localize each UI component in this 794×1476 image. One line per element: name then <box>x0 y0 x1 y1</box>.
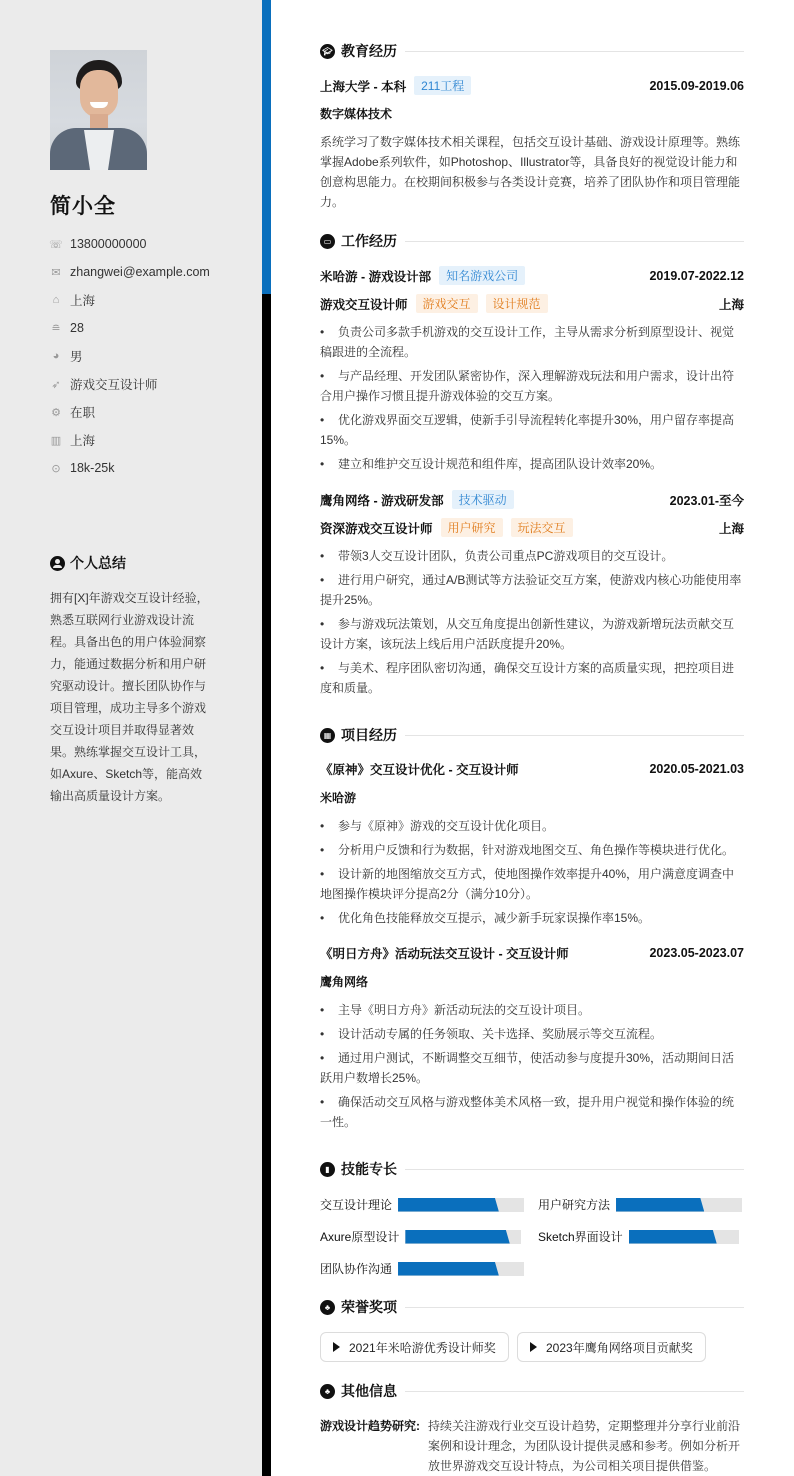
bullet-item: • 与美术、程序团队密切沟通，确保交互设计方案的高质量实现，把控项目进度和质量。 <box>320 658 744 698</box>
user-icon <box>50 556 65 571</box>
skill-name: 用户研究方法 <box>538 1198 611 1212</box>
phone-icon: ☏ <box>49 238 63 251</box>
education-date: 2015.09-2019.06 <box>649 78 744 93</box>
award-icon: ♣ <box>320 1300 335 1315</box>
education-row <box>320 76 744 95</box>
job-role: 游戏交互设计师 <box>320 297 408 312</box>
info-value: 游戏交互设计师 <box>70 378 158 392</box>
job-location: 上海 <box>718 521 744 536</box>
section-awards-heading <box>320 1297 744 1317</box>
section-title: 教育经历 <box>341 43 397 59</box>
accent-bar <box>262 0 271 294</box>
info-phone <box>50 230 210 258</box>
bullet-item: • 进行用户研究，通过A/B测试等方法验证交互方案，使游戏内核心功能使用率提升25%。 <box>320 570 744 610</box>
award-label: 2021年米哈游优秀设计师奖 <box>349 1340 496 1355</box>
info-icon: ♣ <box>320 1384 335 1399</box>
bullet-item: • 确保活动交互风格与游戏整体美术风格一致，提升用户视觉和操作体验的统一性。 <box>320 1092 744 1132</box>
bullet-item: • 与产品经理、开发团队紧密协作，深入理解游戏玩法和用户需求，设计出符合用户操作习惯且提升游戏体验的交互方案。 <box>320 366 744 406</box>
other-info-row <box>320 1416 744 1476</box>
skill-bar <box>398 1262 524 1276</box>
major: 数字媒体技术 <box>320 107 393 121</box>
school-tag: 211工程 <box>414 76 471 95</box>
bullet-item: • 参与游戏玩法策划，从交互角度提出创新性建议，为游戏新增玩法贡献交互设计方案，该玩法上线后用户活跃度提升20%。 <box>320 614 744 654</box>
role-tag: 设计规范 <box>486 294 548 313</box>
school-name: 上海大学 - 本科 <box>320 79 407 94</box>
info-target-role <box>50 370 210 398</box>
section-projects-heading <box>320 725 744 745</box>
section-title: 技能专长 <box>341 1161 397 1177</box>
skill-item <box>538 1228 739 1245</box>
info-value: 上海 <box>70 294 96 308</box>
cake-icon: ≘ <box>51 322 61 335</box>
job-role: 资深游戏交互设计师 <box>320 521 433 536</box>
project-date: 2023.05-2023.07 <box>649 946 744 960</box>
bullet-item: • 优化角色技能释放交互提示，减少新手玩家误操作率15%。 <box>320 908 744 928</box>
info-value: 13800000000 <box>70 237 147 251</box>
section-education-heading <box>320 41 744 61</box>
skill-bar-fill <box>629 1230 717 1244</box>
bullet-item: • 参与《原神》游戏的交互设计优化项目。 <box>320 816 744 836</box>
summary-title-text: 个人总结 <box>70 555 126 571</box>
section-skills-heading <box>320 1159 744 1179</box>
info-value: 男 <box>70 350 83 364</box>
section-divider <box>405 241 744 242</box>
job-header-row <box>320 490 744 509</box>
bullet-item: • 设计新的地图缩放交互方式，使地图操作效率提升40%，用户满意度调查中地图操作模块评分提高2分（满分10分）。 <box>320 864 744 904</box>
project-name: 《明日方舟》活动玩法交互设计 - 交互设计师 <box>320 947 569 961</box>
section-divider <box>405 51 744 52</box>
role-tag: 玩法交互 <box>511 518 573 537</box>
skill-name: 交互设计理论 <box>320 1198 393 1212</box>
section-divider <box>405 1169 744 1170</box>
skill-bar <box>405 1230 521 1244</box>
section-work-heading <box>320 231 744 251</box>
skill-item <box>538 1196 742 1213</box>
skill-bar <box>629 1230 739 1244</box>
role-tag: 游戏交互 <box>416 294 478 313</box>
company-name: 鹰角网络 - 游戏研发部 <box>320 493 444 508</box>
bullet-item: • 负责公司多款手机游戏的交互设计工作，主导从需求分析到原型设计、视觉稿跟进的全流程。 <box>320 322 744 362</box>
bullet-item: • 设计活动专属的任务领取、关卡选择、奖励展示等交互流程。 <box>320 1024 744 1044</box>
gender-icon: ◕ <box>52 350 60 362</box>
skill-name: Sketch界面设计 <box>538 1230 623 1244</box>
mail-icon: ✉ <box>51 266 61 279</box>
play-triangle-icon <box>333 1342 340 1352</box>
bullet-item: • 主导《明日方舟》新活动玩法的交互设计项目。 <box>320 1000 744 1020</box>
bullet-item: • 分析用户反馈和行为数据，针对游戏地图交互、角色操作等模块进行优化。 <box>320 840 744 860</box>
section-other-heading <box>320 1381 744 1401</box>
home-icon: ⌂ <box>52 294 60 306</box>
info-target-city <box>50 426 210 454</box>
award-item <box>320 1332 509 1362</box>
project-bullets <box>320 816 744 932</box>
job-header-row <box>320 266 744 285</box>
skill-item <box>320 1228 521 1245</box>
info-value: 在职 <box>70 406 96 420</box>
job-bullets <box>320 546 744 702</box>
education-description: 系统学习了数字媒体技术相关课程，包括交互设计基础、游戏设计原理等。熟练掌握Adobe系列软件，如Photoshop、Illustrator等，具备良好的视觉设计能力和创意构思能力。在校期间积极参与各类设计竞赛，培养了团队协作和项目管理能力。 <box>320 135 741 209</box>
project-header-row <box>320 944 744 962</box>
project-company: 米哈游 <box>320 791 357 805</box>
info-value: 28 <box>70 321 84 335</box>
job-role-row <box>320 518 744 537</box>
skill-name: Axure原型设计 <box>320 1230 400 1244</box>
project-date: 2020.05-2021.03 <box>649 762 744 776</box>
project-name: 《原神》交互设计优化 - 交互设计师 <box>320 763 519 777</box>
bullet-item: • 通过用户测试，不断调整交互细节，使活动参与度提升30%，活动期间日活跃用户数增长25%。 <box>320 1048 744 1088</box>
skill-bar <box>616 1198 742 1212</box>
award-item <box>517 1332 706 1362</box>
info-value: 18k-25k <box>70 461 115 475</box>
section-title: 荣誉奖项 <box>341 1299 397 1315</box>
skill-item <box>320 1196 524 1213</box>
section-title: 项目经历 <box>341 727 397 743</box>
other-info-value: 持续关注游戏行业交互设计趋势，定期整理并分享行业前沿案例和设计理念，为团队设计提供灵感和参考。例如分析开放世界游戏交互设计特点，为公司相关项目提供借鉴。 <box>428 1419 741 1473</box>
other-info-label: 游戏设计趋势研究: <box>320 1419 420 1433</box>
project-company: 鹰角网络 <box>320 975 369 989</box>
company-tag: 技术驱动 <box>452 490 514 509</box>
salary-icon: ⊙ <box>51 462 61 475</box>
summary-text: 拥有[X]年游戏交互设计经验，熟悉互联网行业游戏设计流程。具备出色的用户体验洞察力，能通过数据分析和用户研究驱动设计。擅长团队协作与项目管理，成功主导多个游戏交互设计项目并取得显著效果。熟练掌握交互设计工具，如Axure、Sketch等，能高效输出高质量设计方案。 <box>50 591 209 803</box>
send-icon: ➶ <box>51 378 61 391</box>
section-title: 其他信息 <box>341 1383 397 1399</box>
job-date: 2019.07-2022.12 <box>649 268 744 283</box>
skill-bar-fill <box>398 1262 499 1276</box>
section-title: 工作经历 <box>341 233 397 249</box>
info-gender <box>50 342 210 370</box>
graduation-cap-icon: 🎓︎ <box>320 44 335 59</box>
section-divider <box>405 1391 744 1392</box>
skill-bar-fill <box>405 1230 509 1244</box>
play-triangle-icon <box>530 1342 537 1352</box>
bullet-item: • 优化游戏界面交互逻辑，使新手引导流程转化率提升30%，用户留存率提高15%。 <box>320 410 744 450</box>
job-location: 上海 <box>718 297 744 312</box>
project-header-row <box>320 760 744 778</box>
info-location <box>50 286 210 314</box>
project-bullets <box>320 1000 744 1136</box>
section-divider <box>405 1307 744 1308</box>
info-value: zhangwei@example.com <box>70 265 210 279</box>
grid-icon: ▦ <box>320 728 335 743</box>
info-value: 上海 <box>70 434 96 448</box>
briefcase-icon: ▭ <box>320 234 335 249</box>
bullet-item: • 建立和维护交互设计规范和组件库，提高团队设计效率20%。 <box>320 454 744 474</box>
info-salary <box>50 454 210 482</box>
job-role-row <box>320 294 744 313</box>
sidebar <box>0 0 262 1476</box>
contact-info-list <box>50 230 210 482</box>
avatar <box>50 50 147 170</box>
skill-name: 团队协作沟通 <box>320 1262 393 1276</box>
chart-icon: ▮ <box>320 1162 335 1177</box>
award-label: 2023年鹰角网络项目贡献奖 <box>546 1340 693 1355</box>
profile-name: 简小全 <box>50 195 116 218</box>
gear-icon: ⚙ <box>51 406 61 419</box>
info-age <box>50 314 210 342</box>
company-name: 米哈游 - 游戏设计部 <box>320 269 432 284</box>
info-email <box>50 258 210 286</box>
summary-heading <box>50 553 126 573</box>
skill-bar-fill <box>616 1198 704 1212</box>
job-date: 2023.01-至今 <box>669 493 744 508</box>
company-tag: 知名游戏公司 <box>439 266 525 285</box>
job-bullets <box>320 322 744 478</box>
role-tag: 用户研究 <box>441 518 503 537</box>
section-divider <box>405 735 744 736</box>
info-status <box>50 398 210 426</box>
skill-bar <box>398 1198 524 1212</box>
skill-bar-fill <box>398 1198 499 1212</box>
divider-bar <box>262 0 271 1476</box>
bullet-item: • 带领3人交互设计团队，负责公司重点PC游戏项目的交互设计。 <box>320 546 744 566</box>
building-icon: ▥ <box>50 434 62 447</box>
skill-item <box>320 1260 524 1277</box>
